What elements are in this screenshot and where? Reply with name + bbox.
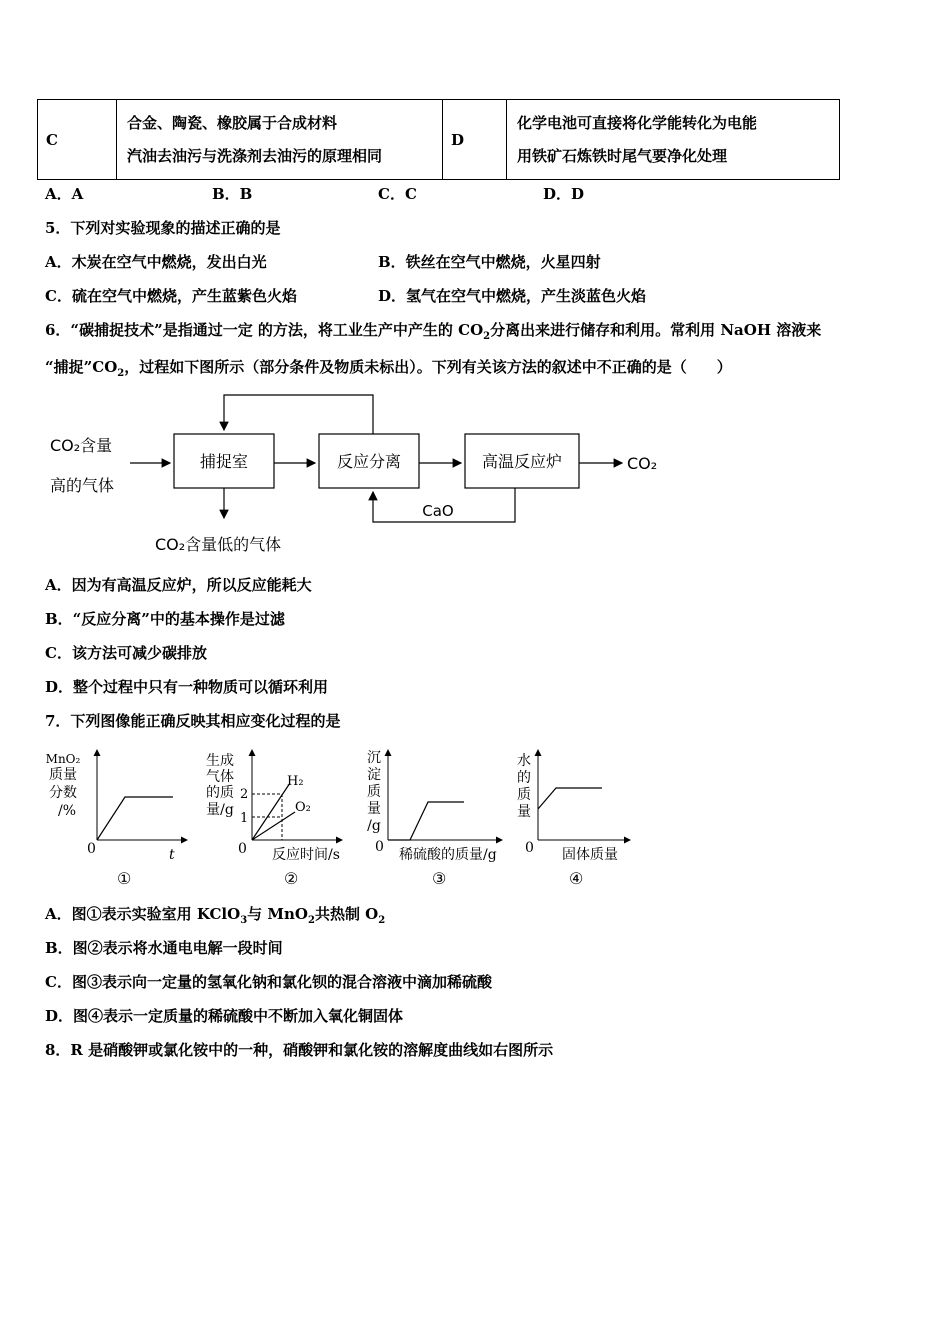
graph2-o2-line [252, 812, 295, 840]
table-cell-d-line-1: 化学电池可直接将化学能转化为电能 [517, 113, 758, 132]
graph1-ylabel-4: /% [57, 803, 77, 819]
cao-label: CaO [422, 502, 454, 520]
graph1-xlabel: t [169, 847, 175, 863]
q4-option-b: B．B [212, 185, 253, 203]
graph2-origin: 0 [238, 841, 247, 857]
q6-option-c: C．该方法可减少碳排放 [45, 644, 207, 662]
graph1-ylabel-3: 分数 [49, 785, 77, 801]
q7-stem: 7．下列图像能正确反映其相应变化过程的是 [45, 712, 341, 730]
q5-option-a: A．木炭在空气中燃烧，发出白光 [45, 253, 267, 271]
graph3-ylabel-4: 量 [367, 801, 381, 817]
q5-stem: 5．下列对实验现象的描述正确的是 [45, 219, 281, 237]
graph1-ylabel-1: MnO₂ [45, 752, 81, 766]
graph2-ylabel-1: 生成 [206, 753, 234, 769]
q4-option-c: C．C [378, 185, 417, 203]
table-cell-d [507, 100, 840, 180]
graph2-number: ② [284, 869, 299, 888]
q6-stem-line-2: “捕捉$”CO_2$，过程如下图所示（部分条件及物质未标出）。下列有关该方法的叙述中不正确的是（ ） [45, 358, 732, 379]
graph3-ylabel-5: /g [367, 818, 381, 834]
graph4-origin: 0 [525, 840, 534, 856]
graph2-h2-label: H₂ [287, 774, 304, 789]
table-cell-c [117, 100, 443, 180]
graph2-o2-label: O₂ [295, 800, 311, 815]
graph2-h2-line [252, 783, 290, 840]
q6-option-b: B．“反应分离”中的基本操作是过滤 [45, 610, 285, 628]
graph4-curve [538, 788, 602, 809]
graph4-ylabel-3: 质 [517, 787, 531, 803]
input-label-line-1: CO₂含量 [50, 436, 113, 455]
graph4-number: ④ [569, 869, 584, 888]
graph1-origin: 0 [87, 841, 96, 857]
q8-stem: 8．R 是硝酸钾或氯化铵中的一种，硝酸钾和氯化铵的溶解度曲线如右图所示 [45, 1041, 554, 1059]
graph2-ylabel-4: 量/g [206, 802, 234, 818]
bottom-output-label: CO₂含量低的气体 [155, 535, 282, 554]
graph2-ylabel-3: 的质 [206, 785, 234, 801]
q5-option-b: B．铁丝在空气中燃烧，火星四射 [378, 253, 601, 271]
graph4-ylabel-1: 水 [517, 753, 531, 769]
graph2-xlabel: 反应时间/s [272, 847, 340, 863]
graph3-xlabel: 稀硫酸的质量/g [399, 847, 497, 863]
graph1-ylabel-2: 质量 [49, 767, 77, 783]
options-table [37, 99, 840, 180]
box-high-temp-furnace: 高温反应炉 [481, 452, 563, 471]
graph3-ylabel-2: 淀 [367, 767, 381, 783]
carbon-capture-flow-diagram [40, 390, 700, 560]
graph1-number: ① [117, 869, 132, 888]
q6-option-a: A．因为有高温反应炉，所以反应能耗大 [45, 576, 312, 594]
q4-option-d: D．D [543, 185, 585, 203]
graph4-xlabel: 固体质量 [562, 847, 618, 863]
table-cell-c-line-1: 合金、陶瓷、橡胶属于合成材料 [127, 113, 338, 132]
input-label-line-2: 高的气体 [50, 476, 115, 495]
graph-1 [45, 745, 195, 890]
graph4-ylabel-2: 的 [517, 770, 531, 786]
graph3-number: ③ [432, 869, 447, 888]
box-reaction-separation: 反应分离 [336, 452, 402, 471]
graph3-curve [388, 802, 464, 840]
q6-stem-line-1: 6．“碳捕捉技术”是指通过一定 的方法，将工业生产中产生的 $CO_2$分离出来进行储存和利用。常利用 NaOH 溶液来 [45, 321, 822, 342]
q4-option-a: A．A [45, 185, 84, 203]
table-label-c: C [38, 100, 117, 180]
q7-option-b: B．图②表示将水通电电解一段时间 [45, 939, 283, 957]
graph3-ylabel-3: 质 [367, 784, 381, 800]
graph1-curve [97, 797, 173, 840]
graph3-ylabel-1: 沉 [367, 750, 381, 766]
graph4-ylabel-4: 量 [517, 804, 531, 820]
graph2-ylabel-2: 气体 [206, 769, 234, 785]
graph-3 [362, 745, 512, 890]
graph-4 [512, 745, 637, 890]
q5-option-c: C．硫在空气中燃烧，产生蓝紫色火焰 [45, 287, 297, 305]
table-cell-d-line-2: 用铁矿石炼铁时尾气要净化处理 [517, 146, 728, 165]
output-co2-label: CO₂ [627, 454, 658, 473]
graph3-origin: 0 [375, 839, 384, 855]
table-label-d: D [443, 100, 507, 180]
graph-2 [200, 745, 350, 890]
graph2-tick-2: 2 [240, 787, 249, 802]
graph2-tick-1: 1 [240, 811, 249, 826]
table-cell-c-line-2: 汽油去油污与洗涤剂去油污的原理相同 [127, 146, 383, 165]
q7-option-a: A．图①表示实验室用 KClO$_3$与 MnO$_2$共热制 $O_2$ [45, 905, 386, 926]
q5-option-d: D．氢气在空气中燃烧，产生淡蓝色火焰 [378, 287, 647, 305]
q6-option-d: D．整个过程中只有一种物质可以循环利用 [45, 678, 329, 696]
q7-option-c: C．图③表示向一定量的氢氧化钠和氯化钡的混合溶液中滴加稀硫酸 [45, 973, 492, 991]
q7-option-d: D．图④表示一定质量的稀硫酸中不断加入氧化铜固体 [45, 1007, 404, 1025]
box-capture-chamber: 捕捉室 [199, 452, 249, 471]
